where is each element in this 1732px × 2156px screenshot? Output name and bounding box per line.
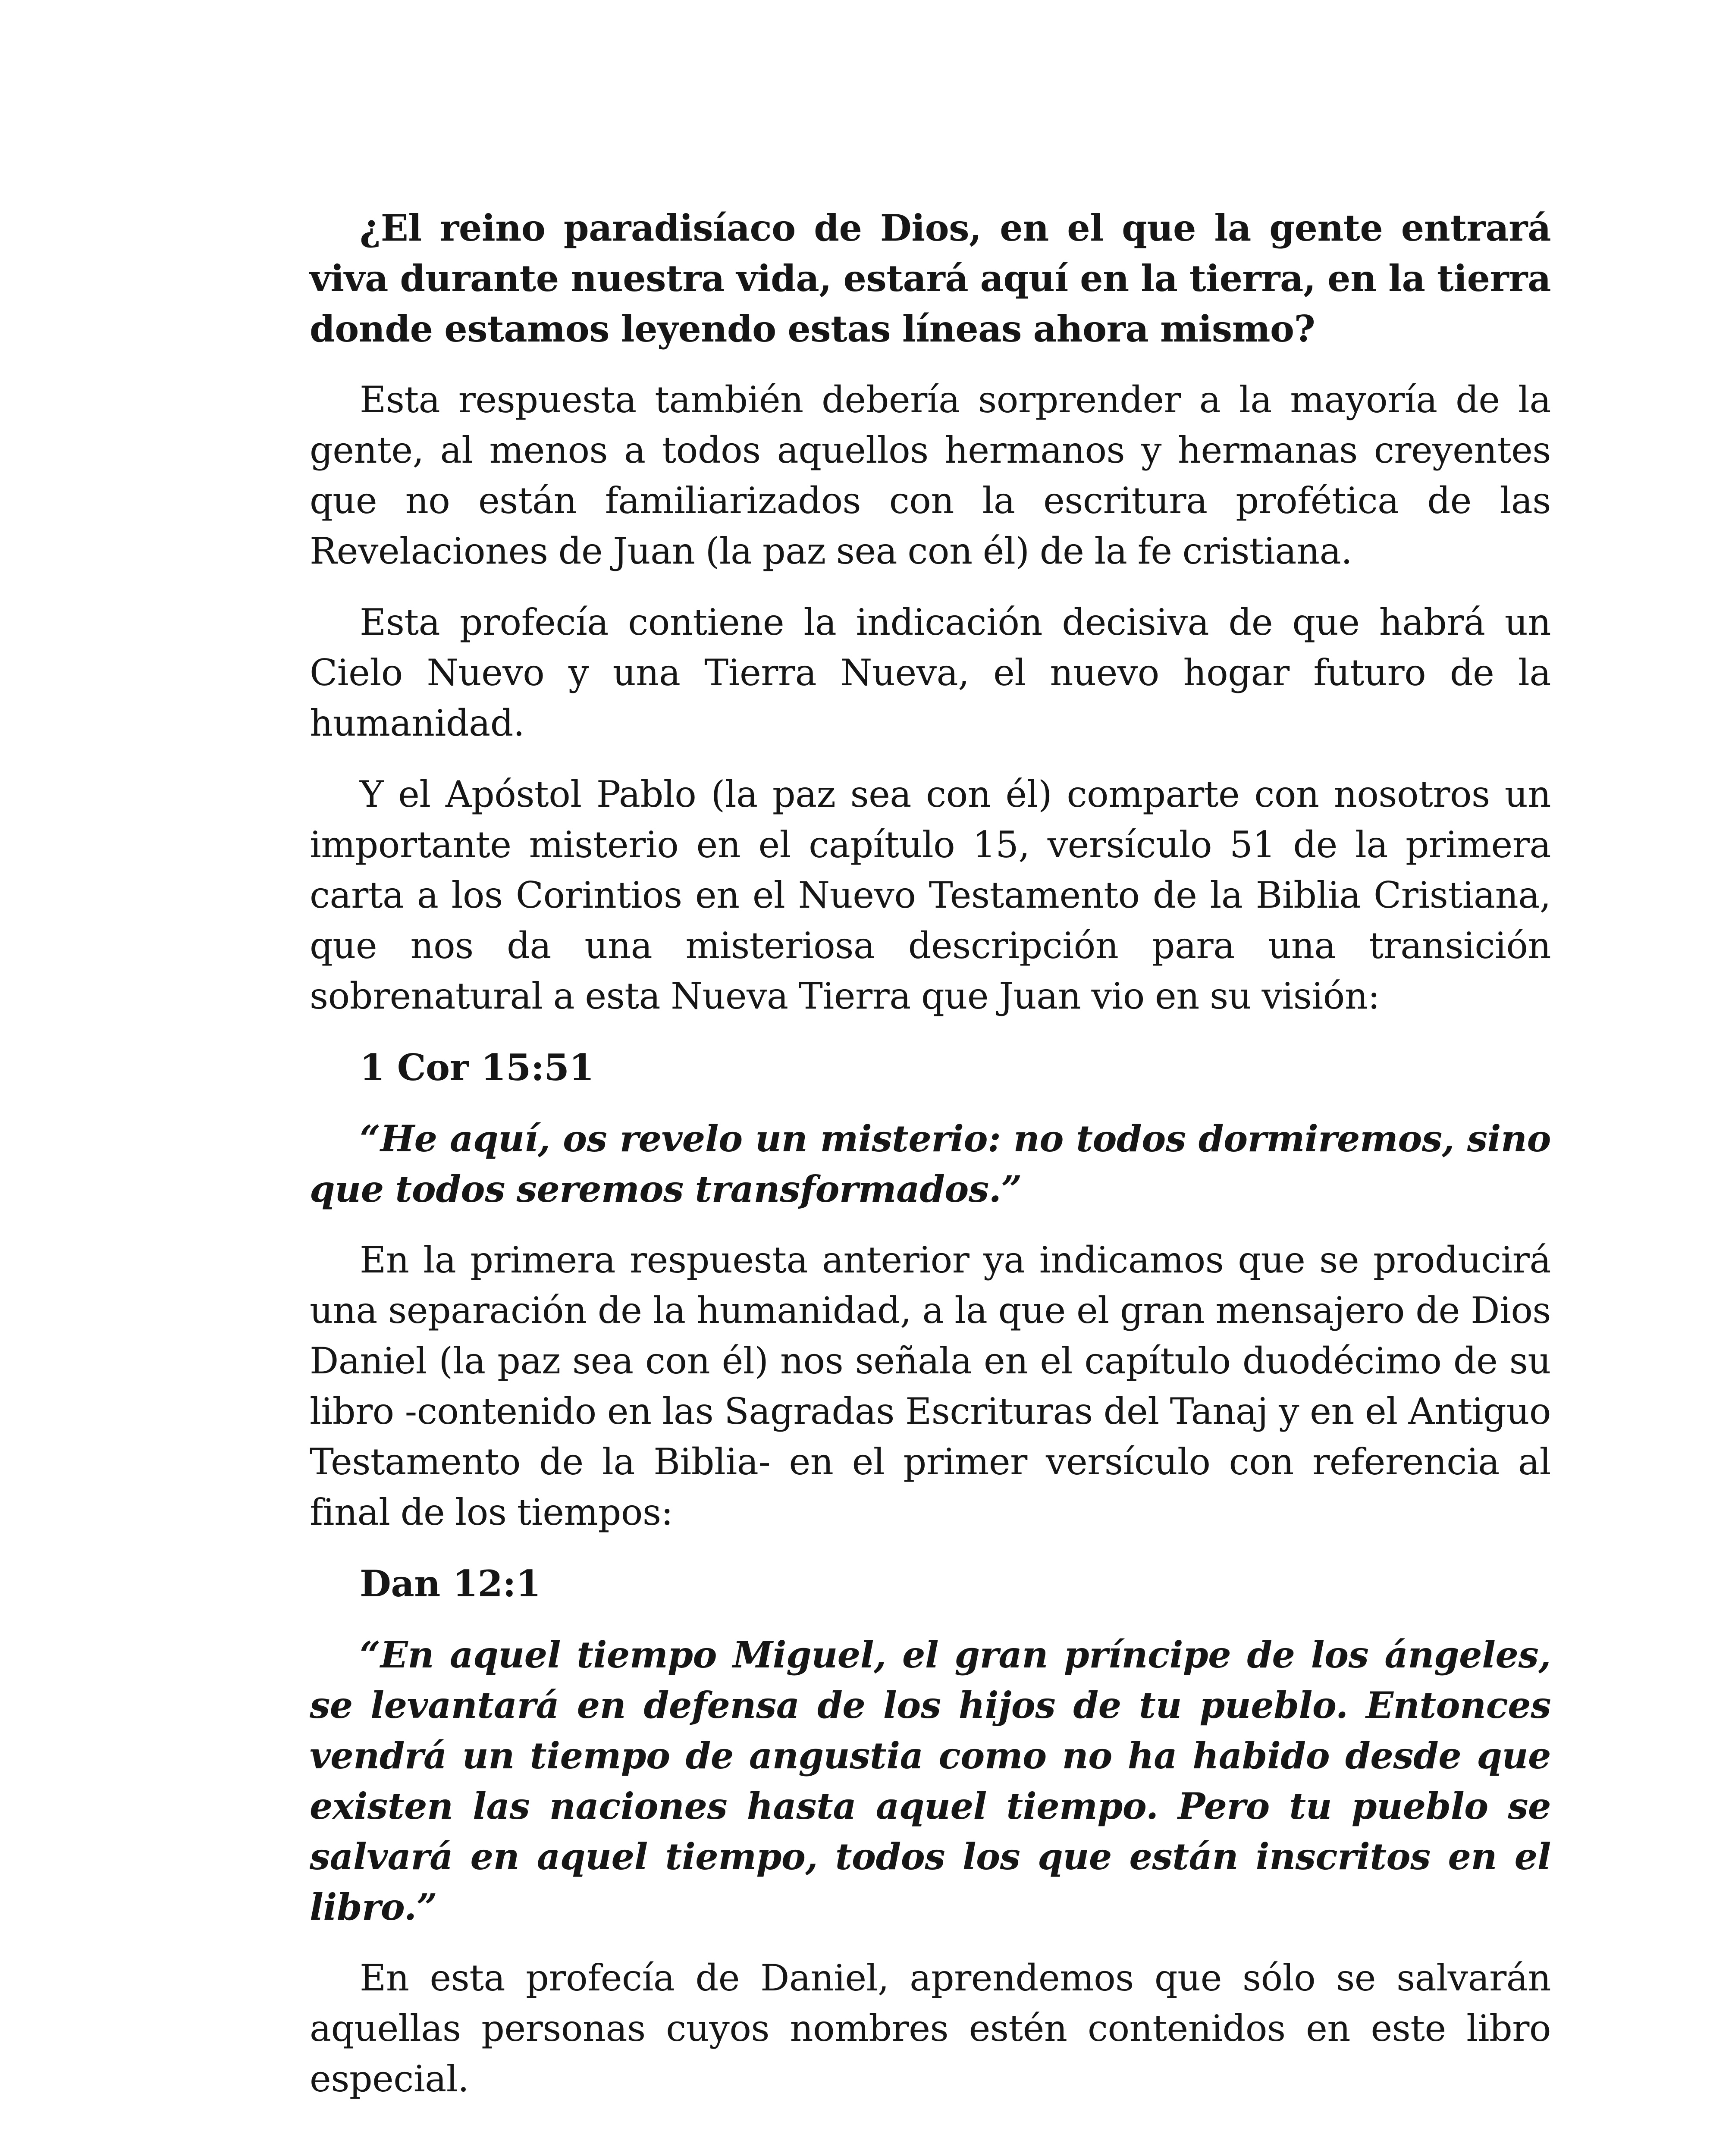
body-paragraph [310,2152,1551,2156]
page-body [310,203,1551,2156]
scripture-reference: 1 Cor 15:51 [360,1046,594,1089]
body-paragraph: Esta profecía contiene la indicación decisiva de que habrá un Cielo Nuevo y una Tierra Nueva, el nuevo hogar futuro de la humanidad. [310,601,1551,744]
question-heading: ¿El reino paradisíaco de Dios, en el que la gente entrará viva durante nuestra vida, estará aquí en la tierra, en la tierra donde estamos leyendo estas líneas ahora mismo? [310,207,1551,350]
body-paragraph: En esta profecía de Daniel, aprendemos que sólo se salvarán aquellas personas cuyos nombres estén contenidos en este libro especial. [310,1957,1551,2100]
scripture-reference: Dan 12:1 [360,1562,541,1605]
body-paragraph: Y el Apóstol Pablo (la paz sea con él) comparte con nosotros un importante misterio en el capítulo 15, versículo 51 de la primera carta a los Corintios en el Nuevo Testamento de la Biblia Cristiana, que nos da una misteriosa descripción para una transición sobrenatural a esta Nueva Tierra que Juan vio en su visión: [310,773,1551,1017]
body-paragraph: Esta respuesta también debería sorprender a la mayoría de la gente, al menos a todos aquellos hermanos y hermanas creyentes que no están familiarizados con la escritura profética de las Revelaciones de Juan (la paz sea con él) de la fe cristiana. [310,379,1551,572]
body-paragraph: En la primera respuesta anterior ya indicamos que se producirá una separación de la humanidad, a la que el gran mensajero de Dios Daniel (la paz sea con él) nos señala en el capítulo duodécimo de su libro -contenido en las Sagradas Escrituras del Tanaj y en el Antiguo Testamento de la Biblia- en el primer versículo con referencia al final de los tiempos: [310,1239,1551,1533]
scripture-quote: “En aquel tiempo Miguel, el gran príncipe de los ángeles, se levantará en defensa de los hijos de tu pueblo. Entonces vendrá un tiempo de angustia como no ha habido desde que existen las naciones hasta aquel tiempo. Pero tu pueblo se salvará en aquel tiempo, todos los que están inscritos en el libro.” [310,1633,1551,1928]
scripture-quote: “He aquí, os revelo un misterio: no todos dormiremos, sino que todos seremos transformados.” [310,1117,1551,1210]
